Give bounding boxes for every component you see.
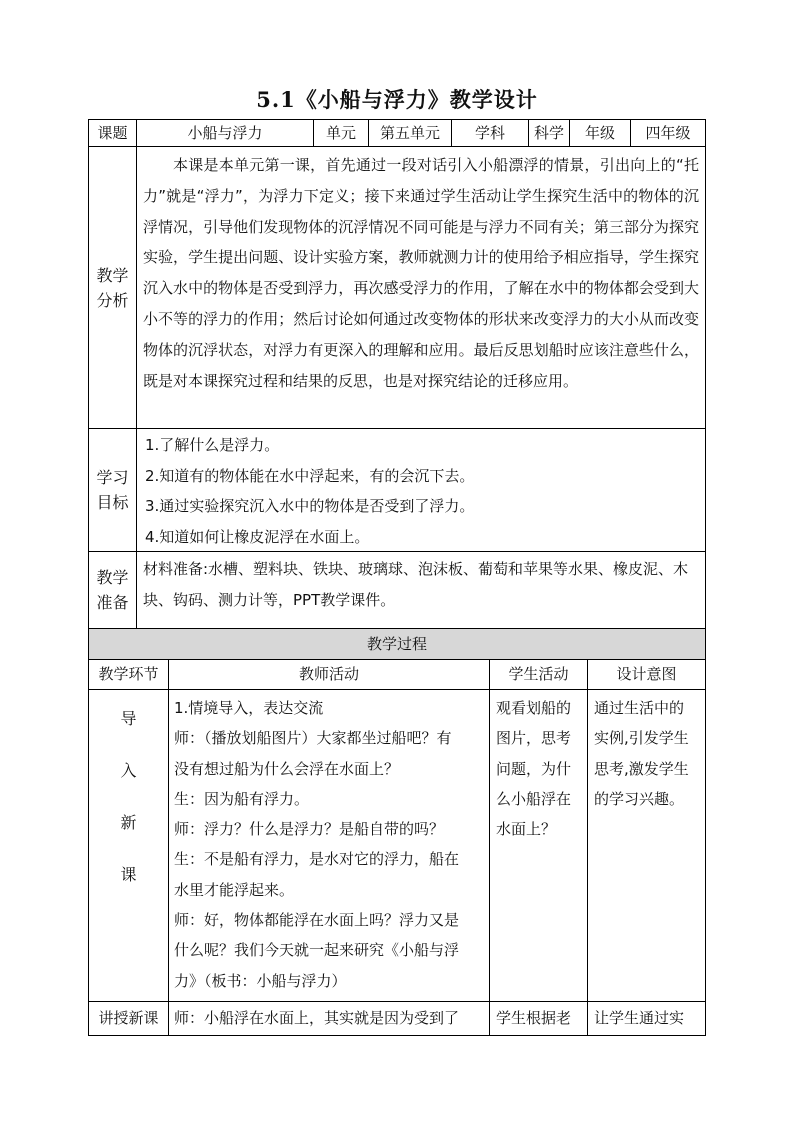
objectives-label-line2: 目标 [96, 493, 129, 512]
objective-item: 1.了解什么是浮力。 [145, 436, 280, 454]
row1-stage-char: 新 [120, 813, 137, 832]
analysis-label-cell [88, 146, 137, 429]
row2-stage-cell [88, 1001, 169, 1036]
prep-text: 材料准备:水槽、塑料块、铁块、玻璃球、泡沫板、葡萄和苹果等水果、橡皮泥、木块、钩码、测力计等，PPT教学课件。 [143, 560, 689, 609]
row1-student-line: 观看划船的 [496, 699, 572, 717]
row1-student-line: 么小船浮在 [496, 789, 572, 808]
row1-intent-line: 的学习兴趣。 [594, 789, 685, 808]
col-student-header [489, 659, 588, 690]
subject-value-cell [528, 119, 570, 147]
row1-stage-cell [88, 689, 169, 1002]
row1-teacher-line: 什么呢？我们今天就一起来研究《小船与浮 [174, 941, 460, 960]
objective-item: 3.通过实验探究沉入水中的物体是否受到了浮力。 [145, 497, 475, 515]
row1-student-line: 问题，为什 [496, 759, 572, 778]
unit-value-cell [368, 119, 452, 147]
row1-stage-char: 导 [120, 709, 137, 728]
subject-label-cell [451, 119, 529, 147]
subject-value: 科学 [533, 124, 564, 142]
objectives-label-cell [88, 428, 137, 552]
subject-label: 学科 [474, 124, 505, 142]
row2-teacher-line: 师：小船浮在水面上，其实就是因为受到了 [174, 1009, 460, 1027]
analysis-label-line2: 分析 [96, 290, 129, 310]
unit-label-cell [313, 119, 369, 147]
row1-intent-line: 通过生活中的 [594, 699, 685, 717]
objectives-list-cell [136, 428, 706, 552]
row1-student-line: 水面上？ [496, 820, 557, 839]
row1-stage-char: 课 [120, 865, 137, 884]
topic-label: 课题 [97, 124, 128, 142]
process-header-cell [88, 628, 706, 660]
row1-intent-line: 思考,激发学生 [594, 759, 689, 778]
analysis-text-cell [136, 146, 706, 429]
row1-teacher-line: 师：浮力？什么是浮力？是船自带的吗？ [174, 820, 445, 839]
row1-teacher-line: 1.情境导入，表达交流 [174, 699, 324, 717]
row2-teacher-cell [168, 1001, 490, 1036]
row1-teacher-cell [168, 689, 490, 1002]
topic-label-cell [88, 119, 137, 147]
row2-intent-line: 让学生通过实 [594, 1009, 685, 1027]
grade-label: 年级 [584, 124, 615, 142]
row1-teacher-line: 师：（播放划船图片）大家都坐过船吧？有 [174, 729, 452, 748]
row2-intent-cell [587, 1001, 706, 1036]
row1-student-line: 图片，思考 [496, 729, 572, 748]
col-intent-label: 设计意图 [616, 665, 677, 683]
objective-item: 2.知道有的物体能在水中浮起来，有的会沉下去。 [145, 466, 475, 485]
row2-student-line: 学生根据老 [496, 1009, 572, 1027]
row1-intent-line: 实例,引发学生 [594, 729, 689, 748]
row1-teacher-line: 师：好，物体都能浮在水面上吗？浮力又是 [174, 911, 460, 930]
row1-teacher-line: 力》（板书：小船与浮力） [174, 971, 347, 990]
analysis-label-line1: 教学 [96, 265, 129, 285]
col-teacher-label: 教师活动 [298, 665, 359, 683]
row1-teacher-line: 生：因为船有浮力。 [174, 789, 310, 808]
row1-stage-char: 入 [120, 761, 137, 780]
row2-student-cell [489, 1001, 588, 1036]
objectives-label-line1: 学习 [96, 468, 129, 487]
row1-teacher-line: 生：不是船有浮力，是水对它的浮力，船在 [174, 850, 460, 869]
col-intent-header [587, 659, 706, 690]
page-title: 5.1《小船与浮力》教学设计 [256, 87, 538, 112]
topic-value-cell [136, 119, 314, 147]
unit-value: 第五单元 [379, 124, 440, 142]
grade-value: 四年级 [645, 124, 691, 142]
row1-teacher-line: 没有想过船为什么会浮在水面上？ [174, 759, 400, 778]
process-header: 教学过程 [366, 635, 427, 653]
analysis-text: 本课是本单元第一课，首先通过一段对话引入小船漂浮的情景，引出向上的“托力”就是“浮力”，为浮力下定义；接下来通过学生活动让学生探究生活中的物体的沉浮情况，引导他们发现物体的沉浮情况不同可能是与浮力不同有关；第三部分为探究实验，学生提出问题、设计实验方案，教师就测力计的使用给予相应指导，学生探究沉入水中的物体是否受到浮力，再次感受浮力的作用，了解在水中的物体都会受到大小不等的浮力的作用；然后讨论如何通过改变物体的形状来改变浮力的大小从而改变物体的沉浮状态，对浮力有更深入的理解和应用。最后反思划船时应该注意些什么，既是对本课探究过程和结果的反思，也是对探究结论的迁移应用。 [143, 156, 699, 390]
row2-stage: 讲授新课 [98, 1009, 159, 1027]
row1-intent-cell [587, 689, 706, 1002]
row1-student-cell [489, 689, 588, 1002]
topic-value: 小船与浮力 [187, 124, 263, 142]
unit-label: 单元 [325, 124, 356, 142]
col-stage-label: 教学环节 [98, 665, 159, 683]
col-stage-header [88, 659, 169, 690]
prep-label-line2: 准备 [96, 593, 129, 612]
col-teacher-header [168, 659, 490, 690]
grade-label-cell [569, 119, 631, 147]
prep-text-cell [136, 551, 706, 629]
prep-label-cell [88, 551, 137, 629]
grade-value-cell [630, 119, 706, 147]
objective-item: 4.知道如何让橡皮泥浮在水面上。 [145, 527, 370, 546]
row1-teacher-line: 水里才能浮起来。 [174, 880, 295, 899]
col-student-label: 学生活动 [508, 665, 569, 683]
prep-label-line1: 教学 [96, 568, 129, 587]
